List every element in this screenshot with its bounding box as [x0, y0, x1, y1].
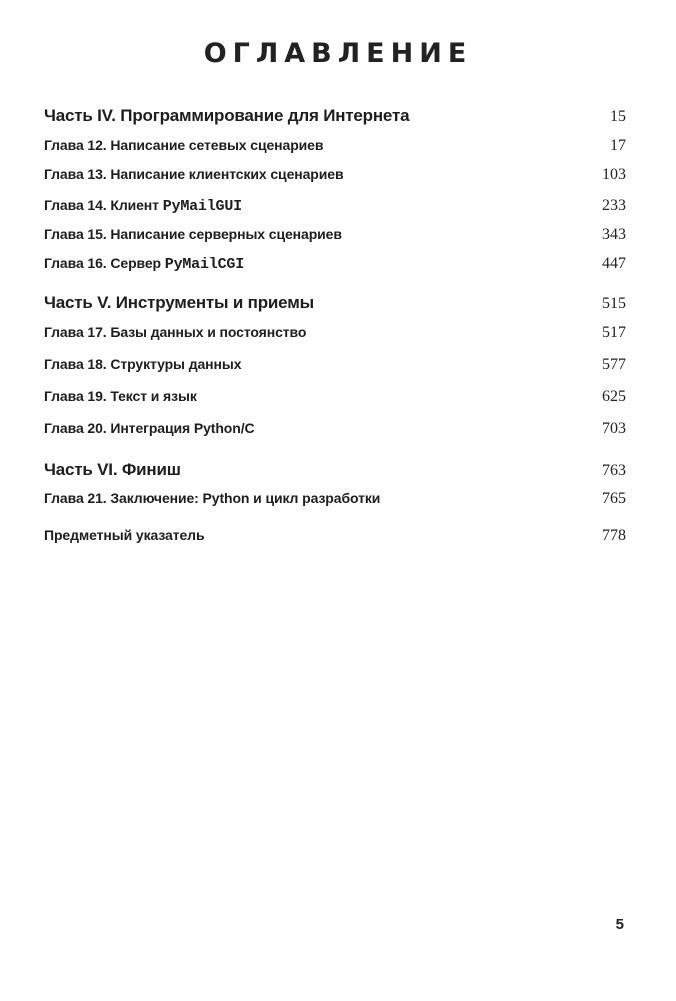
toc-entry-page: 778: [602, 527, 626, 544]
toc-entry-label: [44, 255, 244, 273]
toc-entry-label: Глава 19. Текст и язык: [44, 388, 197, 404]
toc-entry-chapter-20[interactable]: [44, 420, 626, 444]
toc-entry-page: 233: [602, 197, 626, 214]
toc-entry-label: Глава 21. Заключение: Python и цикл разработки: [44, 490, 381, 506]
toc-entry-page: 765: [602, 490, 626, 507]
toc-entry-chapter-12[interactable]: [44, 137, 626, 161]
toc-entry-label: Часть VI. Финиш: [44, 460, 181, 479]
toc-entry-page: 517: [602, 324, 626, 341]
toc-entry-label-text: Глава 14. Клиент: [44, 197, 159, 213]
toc-entry-label: Предметный указатель: [44, 527, 205, 543]
toc-entry-page: 763: [602, 462, 626, 479]
toc-entry-chapter-19[interactable]: [44, 388, 626, 412]
toc-entry-chapter-18[interactable]: [44, 356, 626, 380]
toc-entry-chapter-16[interactable]: [44, 255, 626, 279]
toc-entry-page: 103: [602, 166, 626, 183]
toc-entry-chapter-15[interactable]: [44, 226, 626, 250]
toc-entry-label: Часть IV. Программирование для Интернета: [44, 106, 410, 125]
toc-entry-page: 577: [602, 356, 626, 373]
toc-entry-page: 343: [602, 226, 626, 243]
toc-entry-page: 447: [602, 255, 626, 272]
toc-entry-part-4[interactable]: [44, 106, 626, 130]
toc-entry-label: Глава 18. Структуры данных: [44, 356, 242, 372]
toc-entry-label-text: Глава 16. Сервер: [44, 255, 161, 271]
toc-entry-page: 703: [602, 420, 626, 437]
toc-entry-part-6[interactable]: [44, 460, 626, 484]
page-number: 5: [615, 916, 624, 933]
toc-entry-label: [44, 197, 242, 215]
toc-entry-chapter-13[interactable]: [44, 166, 626, 190]
toc-entry-part-5[interactable]: [44, 293, 626, 317]
toc-entry-chapter-14[interactable]: [44, 197, 626, 221]
toc-entry-code: PyMailCGI: [164, 256, 244, 273]
toc-entry-label: Глава 20. Интеграция Python/C: [44, 420, 255, 436]
toc-entry-page: 625: [602, 388, 626, 405]
toc-entry-index[interactable]: [44, 527, 626, 551]
toc-entry-chapter-17[interactable]: [44, 324, 626, 348]
toc-entry-code: PyMailGUI: [162, 198, 242, 215]
toc-entry-label: Часть V. Инструменты и приемы: [44, 293, 314, 312]
toc-entry-label: Глава 13. Написание клиентских сценариев: [44, 166, 344, 182]
toc-entry-page: 15: [610, 108, 626, 125]
toc-entry-label: Глава 15. Написание серверных сценариев: [44, 226, 342, 242]
toc-entry-label: Глава 12. Написание сетевых сценариев: [44, 137, 324, 153]
toc-entry-chapter-21[interactable]: [44, 490, 626, 514]
toc-entry-page: 515: [602, 295, 626, 312]
toc-entry-label: Глава 17. Базы данных и постоянство: [44, 324, 307, 340]
toc-entry-page: 17: [610, 137, 626, 154]
page-title: ОГЛАВЛЕНИЕ: [203, 38, 473, 69]
